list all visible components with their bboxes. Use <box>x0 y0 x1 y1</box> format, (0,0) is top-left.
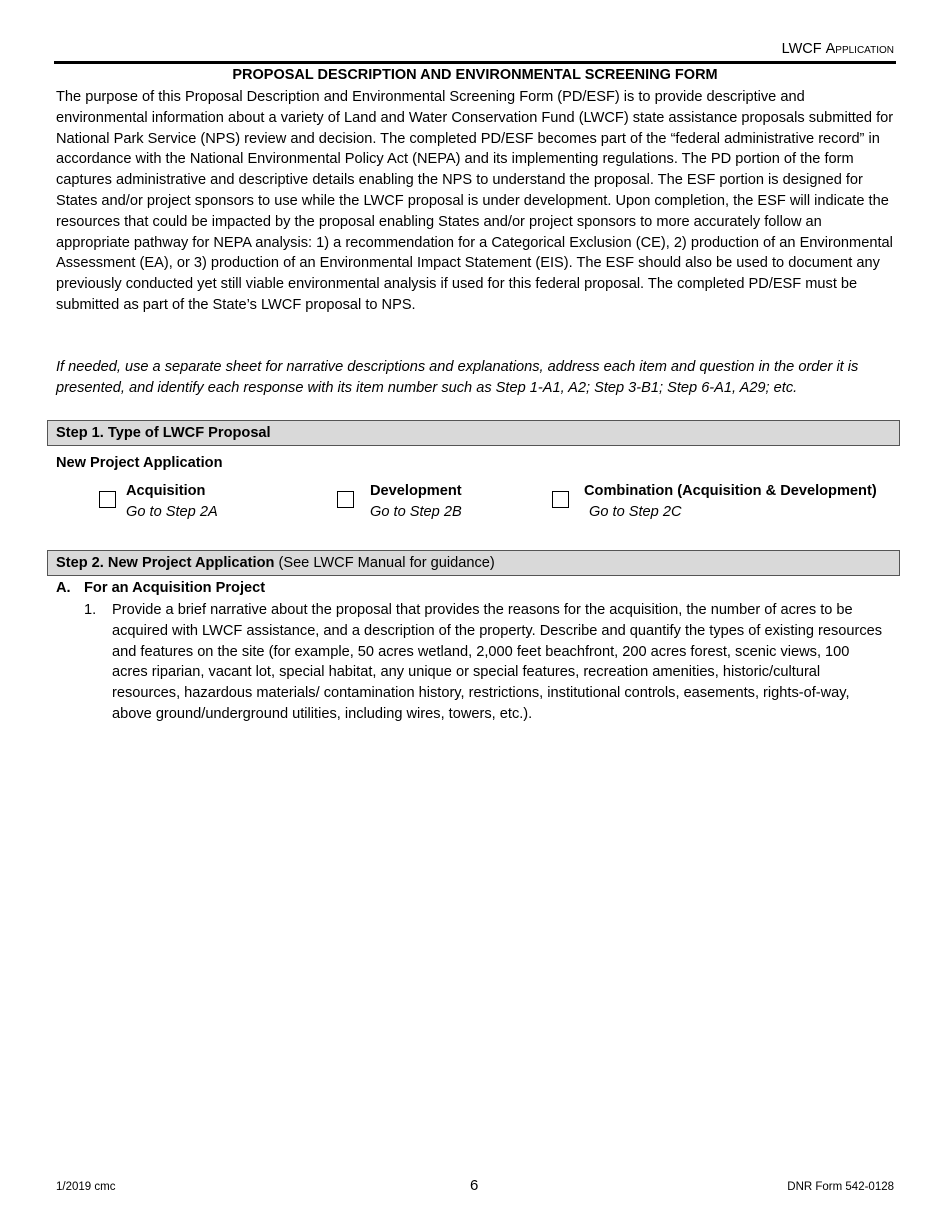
step2-title: Step 2. New Project Application <box>56 555 275 571</box>
development-goto: Go to Step 2B <box>370 503 462 520</box>
combination-goto: Go to Step 2C <box>589 503 682 520</box>
option-development[interactable] <box>337 481 462 522</box>
form-title: PROPOSAL DESCRIPTION AND ENVIRONMENTAL SCREENING FORM <box>232 67 718 83</box>
development-checkbox[interactable] <box>337 491 354 508</box>
footer-form-number: DNR Form 542-0128 <box>787 1181 894 1193</box>
acquisition-goto: Go to Step 2A <box>126 503 218 520</box>
running-head-rest: Application <box>825 41 894 57</box>
page-number: 6 <box>470 1177 479 1194</box>
item-number: 1. <box>84 602 97 618</box>
section-a-title: For an Acquisition Project <box>84 580 266 596</box>
item-text: Provide a brief narrative about the proposal that provides the reasons for the acquisition, the number of acres to be acquired with LWCF assistance, and a description of the property. Describe and quantify the types of existing resources and features on the site (for example, 50 acres wetland, 2,000 feet beachfront, 200 acres forest, scenic views, 100 acres riparian, vacant lot, special habitat, any unique or special features, recreation amenities, historic/cultural resources, hazardous materials/ contamination history, restrictions, institutional controls, easements, rights-of-way, above ground/underground utilities, including wires, towers, etc.). <box>112 602 883 722</box>
section-a-heading <box>56 580 265 596</box>
footer-revision: 1/2019 cmc <box>56 1181 116 1193</box>
development-label: Development <box>370 483 462 499</box>
step1-title: Step 1. Type of LWCF Proposal <box>56 425 271 441</box>
option-combination[interactable] <box>552 481 877 522</box>
step1-header <box>47 420 900 446</box>
header-rule <box>54 61 896 64</box>
running-head <box>782 41 894 57</box>
instructions-note: If needed, use a separate sheet for narrative descriptions and explanations, address each item and question in the order it is presented, and identify each response with its item number such as Step 1-A1, A2; Step 3-B1; Step 6-A1, A29; etc. <box>56 359 859 396</box>
section-a-item <box>84 600 884 725</box>
combination-label: Combination (Acquisition & Development) <box>584 483 877 499</box>
step2-title-note: (See LWCF Manual for guidance) <box>274 555 495 571</box>
combination-checkbox[interactable] <box>552 491 569 508</box>
section-a-letter: A. <box>56 580 71 596</box>
new-project-subheading: New Project Application <box>56 455 223 471</box>
acquisition-checkbox[interactable] <box>99 491 116 508</box>
intro-paragraph: The purpose of this Proposal Description and Environmental Screening Form (PD/ESF) is to provide descriptive and environmental information about a variety of Land and Water Conservation Fund (LWCF) state assistance proposals submitted for National Park Service (NPS) review and decision. The completed PD/ESF becomes part of the “federal administrative record” in accordance with the National Environmental Policy Act (NEPA) and its implementing regulations. The PD portion of the form captures administrative and descriptive details enabling the NPS to understand the proposal. The ESF portion is designed for States and/or project sponsors to use while the LWCF proposal is under development. Upon completion, the ESF will indicate the resources that could be impacted by the proposal enabling States and/or project sponsors to more accurately follow an appropriate pathway for NEPA analysis: 1) a recommendation for a Categorical Exclusion (CE), 2) production of an Environmental Assessment (EA), or 3) production of an Environmental Impact Statement (EIS). The ESF should also be used to document any previously conducted yet still viable environmental analysis if used for this federal proposal. The completed PD/ESF must be submitted as part of the State’s LWCF proposal to NPS. <box>56 89 894 313</box>
step2-header <box>47 550 900 576</box>
acquisition-label: Acquisition <box>126 483 206 499</box>
running-head-first: LWCF <box>781 41 826 57</box>
option-acquisition[interactable] <box>99 481 218 522</box>
